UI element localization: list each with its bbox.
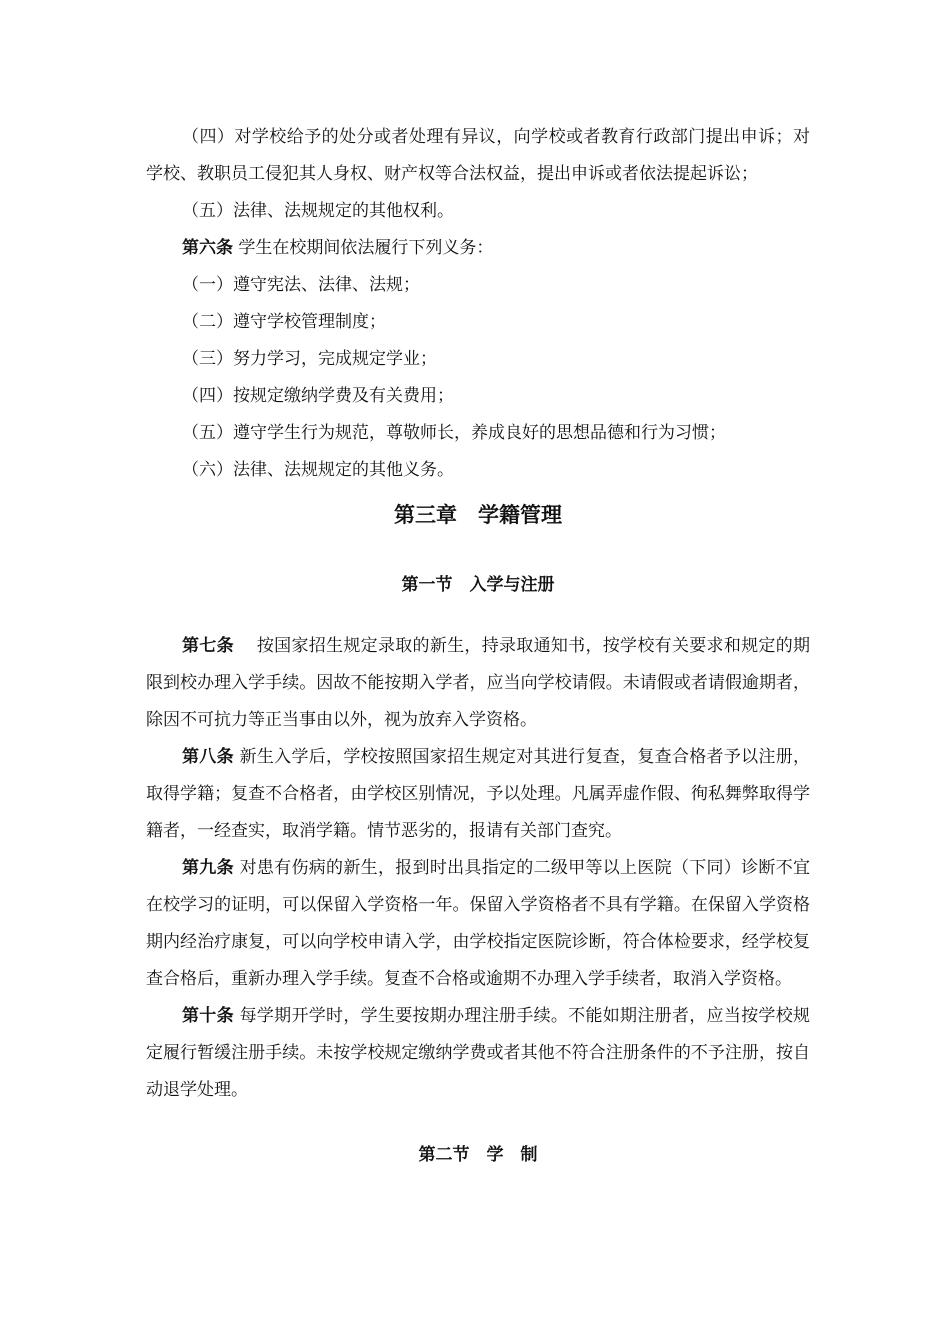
article-7-label: 第七条 xyxy=(182,636,234,656)
document-body xyxy=(146,119,810,1174)
spacer xyxy=(146,1109,810,1137)
section-2-title: 第二节 学 制 xyxy=(418,1145,538,1165)
chapter-title: 第三章 学籍管理 xyxy=(394,503,562,527)
duty-item-1: （一）遵守宪法、法律、法规； xyxy=(182,275,420,295)
spacer xyxy=(146,530,810,567)
article-8 xyxy=(146,739,810,850)
spacer xyxy=(146,604,810,628)
article-9 xyxy=(146,850,810,998)
article-10 xyxy=(146,998,810,1109)
article-6-label: 第六条 xyxy=(182,238,233,258)
duty-item-3: （三）努力学习，完成规定学业； xyxy=(182,349,437,369)
article-6-text: 学生在校期间依法履行下列义务： xyxy=(233,238,494,258)
article-9-text: 对患有伤病的新生，报到时出具指定的二级甲等以上医院（下同）诊断不宜在校学习的证明，可以保留入学资格一年。保留入学资格者不具有学籍。在保留入学资格期内经治疗康复，可以向学校申请入学，由学校指定医院诊断，符合体检要求，经学校复查合格后，重新办理入学手续。复查不合格或逾期不办理入学手续者，取消入学资格。 xyxy=(146,858,811,989)
duty-item-5: （五）遵守学生行为规范，尊敬师长，养成良好的思想品德和行为习惯； xyxy=(182,423,726,443)
article-10-text: 每学期开学时，学生要按期办理注册手续。不能如期注册者，应当按学校规定履行暂缓注册手续。未按学校规定缴纳学费或者其他不符合注册条件的不予注册，按自动退学处理。 xyxy=(146,1006,811,1100)
article-6 xyxy=(146,230,810,267)
article-7-text: 按国家招生规定录取的新生，持录取通知书，按学校有关要求和规定的期限到校办理入学手续。因故不能按期入学者，应当向学校请假。未请假或者请假逾期者，除因不可抗力等正当事由以外，视为放弃入学资格。 xyxy=(146,636,811,730)
article-9-label: 第九条 xyxy=(182,858,234,878)
section-1-title: 第一节 入学与注册 xyxy=(401,575,555,595)
article-8-label: 第八条 xyxy=(182,747,234,767)
article-7 xyxy=(146,628,810,739)
right-item-5: （五）法律、法规规定的其他权利。 xyxy=(182,201,454,221)
right-item-4: （四）对学校给予的处分或者处理有异议，向学校或者教育行政部门提出申诉；对学校、教职员工侵犯其人身权、财产权等合法权益，提出申诉或者依法提起诉讼； xyxy=(146,127,810,184)
duty-item-6: （六）法律、法规规定的其他义务。 xyxy=(182,460,454,480)
article-10-label: 第十条 xyxy=(182,1006,234,1026)
duty-item-2: （二）遵守学校管理制度； xyxy=(182,312,386,332)
article-8-text: 新生入学后，学校按照国家招生规定对其进行复查，复查合格者予以注册，取得学籍；复查不合格者，由学校区别情况，予以处理。凡属弄虚作假、徇私舞弊取得学籍者，一经查实，取消学籍。情节恶劣的，报请有关部门查究。 xyxy=(146,747,811,841)
duty-item-4: （四）按规定缴纳学费及有关费用； xyxy=(182,386,454,406)
